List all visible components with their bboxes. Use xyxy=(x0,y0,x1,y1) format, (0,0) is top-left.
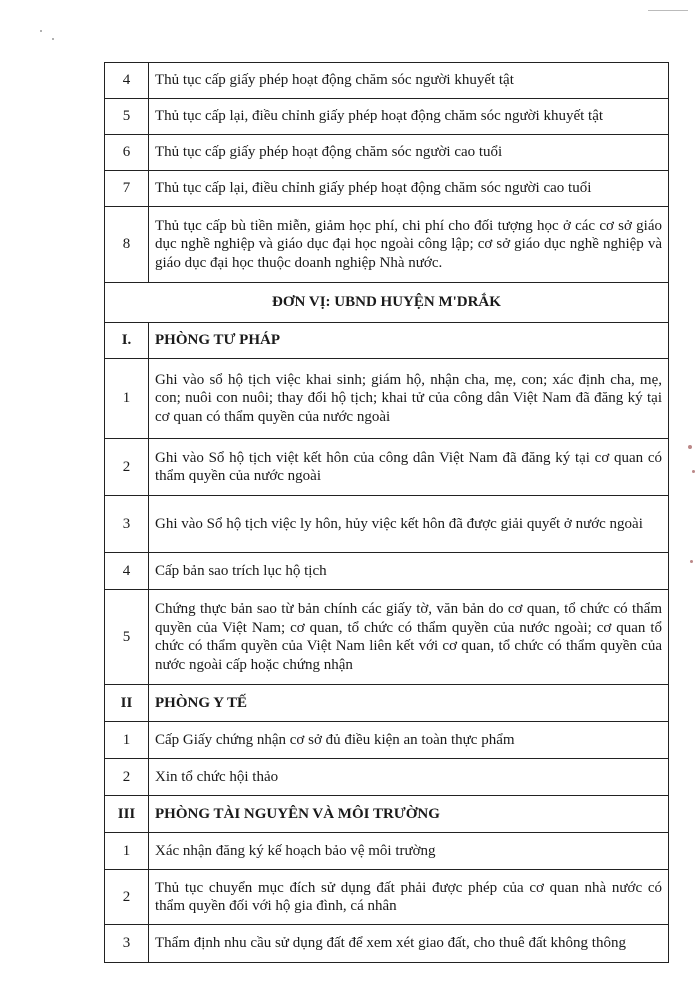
row-text: Chứng thực bản sao từ bản chính các giấy tờ, văn bản do cơ quan, tổ chức có thẩm quyền của Việt Nam; cơ quan, tổ chức có thẩm quyền của nước ngoài; cơ quan tổ chức có thẩm quyền của Việt Nam liên kết với cơ quan, tổ chức có thẩm quyền của nước ngoài cấp hoặc chứng nhận xyxy=(149,590,669,685)
row-number: 2 xyxy=(105,759,149,796)
row-text: Thủ tục cấp lại, điều chỉnh giấy phép hoạt động chăm sóc người khuyết tật xyxy=(149,99,669,135)
row-number: 3 xyxy=(105,925,149,963)
table-row xyxy=(105,359,669,439)
row-text: Thẩm định nhu cầu sử dụng đất để xem xét giao đất, cho thuê đất không thông xyxy=(149,925,669,963)
section-number: III xyxy=(105,796,149,833)
section-header-row xyxy=(105,323,669,359)
row-text: Xác nhận đăng ký kế hoạch bảo vệ môi trường xyxy=(149,833,669,870)
table-row xyxy=(105,553,669,590)
table-row xyxy=(105,439,669,496)
row-number: 4 xyxy=(105,63,149,99)
row-number: 6 xyxy=(105,135,149,171)
section-title: PHÒNG TƯ PHÁP xyxy=(149,323,669,359)
row-text: Ghi vào Sổ hộ tịch việc ly hôn, hủy việc kết hôn đã được giải quyết ở nước ngoài xyxy=(149,496,669,553)
row-number: 1 xyxy=(105,722,149,759)
section-header-row xyxy=(105,685,669,722)
table-row xyxy=(105,925,669,963)
row-text: Thủ tục cấp giấy phép hoạt động chăm sóc người cao tuổi xyxy=(149,135,669,171)
section-title: PHÒNG TÀI NGUYÊN VÀ MÔI TRƯỜNG xyxy=(149,796,669,833)
scan-speck xyxy=(688,445,692,449)
row-number: 8 xyxy=(105,207,149,283)
row-text: Thủ tục cấp bù tiền miễn, giảm học phí, chi phí cho đối tượng học ở các cơ sở giáo dục nghề nghiệp và giáo dục đại học ngoài công lập; cơ sở giáo dục nghề nghiệp và giáo dục đại học thuộc doanh nghiệp Nhà nước. xyxy=(149,207,669,283)
row-number: 5 xyxy=(105,590,149,685)
row-text: Thủ tục cấp giấy phép hoạt động chăm sóc người khuyết tật xyxy=(149,63,669,99)
table-row xyxy=(105,496,669,553)
scan-speck xyxy=(40,30,42,32)
scan-speck xyxy=(52,38,54,40)
procedures-table xyxy=(104,62,669,963)
table-row xyxy=(105,722,669,759)
table-row xyxy=(105,171,669,207)
table-row xyxy=(105,99,669,135)
row-text: Thủ tục cấp lại, điều chỉnh giấy phép hoạt động chăm sóc người cao tuổi xyxy=(149,171,669,207)
row-text: Cấp Giấy chứng nhận cơ sở đủ điều kiện an toàn thực phẩm xyxy=(149,722,669,759)
unit-header-row xyxy=(105,283,669,323)
table-row xyxy=(105,870,669,925)
table-row xyxy=(105,135,669,171)
row-number: 4 xyxy=(105,553,149,590)
row-text: Cấp bản sao trích lục hộ tịch xyxy=(149,553,669,590)
section-title: PHÒNG Y TẾ xyxy=(149,685,669,722)
table-row xyxy=(105,63,669,99)
section-number: I. xyxy=(105,323,149,359)
row-text: Ghi vào Sổ hộ tịch việt kết hôn của công dân Việt Nam đã đăng ký tại cơ quan có thẩm quyền của nước ngoài xyxy=(149,439,669,496)
row-text: Thủ tục chuyển mục đích sử dụng đất phải được phép của cơ quan nhà nước có thẩm quyền đối với hộ gia đình, cá nhân xyxy=(149,870,669,925)
table-row xyxy=(105,207,669,283)
row-number: 2 xyxy=(105,870,149,925)
table-row xyxy=(105,590,669,685)
row-number: 3 xyxy=(105,496,149,553)
table-row xyxy=(105,759,669,796)
row-number: 1 xyxy=(105,359,149,439)
scan-speck xyxy=(690,560,693,563)
row-number: 7 xyxy=(105,171,149,207)
section-header-row xyxy=(105,796,669,833)
row-number: 2 xyxy=(105,439,149,496)
row-text: Ghi vào sổ hộ tịch việc khai sinh; giám hộ, nhận cha, mẹ, con; xác định cha, mẹ, con; nuôi con nuôi; thay đổi hộ tịch; khai tử của công dân Việt Nam đã đăng ký tại cơ quan có thẩm quyền của nước ngoài xyxy=(149,359,669,439)
row-text: Xin tổ chức hội thảo xyxy=(149,759,669,796)
section-number: II xyxy=(105,685,149,722)
row-number: 5 xyxy=(105,99,149,135)
unit-title: ĐƠN VỊ: UBND HUYỆN M'DRẮK xyxy=(105,283,669,323)
table-row xyxy=(105,833,669,870)
scan-speck xyxy=(692,470,695,473)
scan-artifact-line xyxy=(648,10,688,11)
row-number: 1 xyxy=(105,833,149,870)
